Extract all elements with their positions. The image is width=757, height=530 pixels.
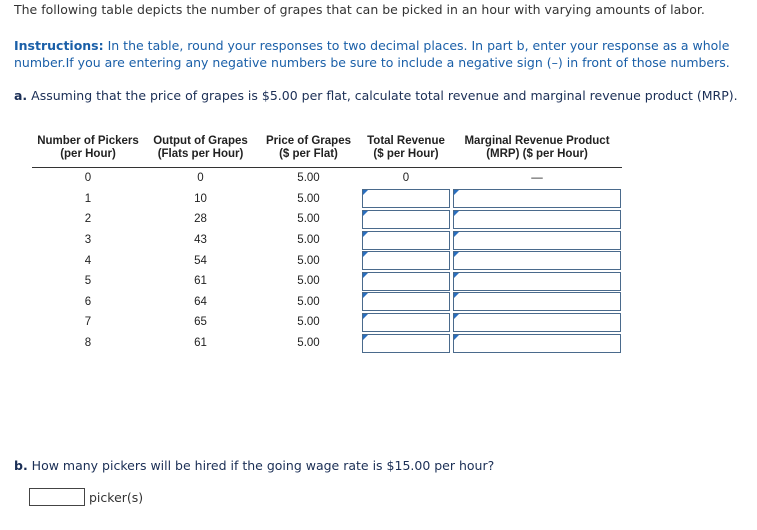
table-row: [32, 312, 622, 333]
part-b-prompt: [14, 458, 494, 473]
price-cell: 5.00: [297, 295, 320, 308]
table-row: [32, 230, 622, 251]
mrp-cell: [452, 312, 622, 333]
column-header: [32, 135, 144, 168]
total-revenue-cell: [360, 189, 452, 210]
pickers-cell: 8: [84, 337, 92, 350]
part-a-text: Assuming that the price of grapes is $5.00 per flat, calculate total revenue and marginal revenue product (MRP).: [27, 88, 738, 103]
total-revenue-input[interactable]: [362, 251, 450, 270]
mrp-cell: [452, 230, 622, 251]
total-revenue-cell: [360, 312, 452, 333]
pickers-cell: 2: [84, 213, 92, 226]
part-b-text: How many pickers will be hired if the going wage rate is $15.00 per hour?: [27, 458, 495, 473]
column-header-line: Total Revenue: [367, 135, 445, 147]
part-b-letter: b.: [14, 458, 28, 473]
column-header-line: (per Hour): [60, 148, 116, 160]
total-revenue-cell: [360, 333, 452, 354]
column-header: [144, 135, 257, 168]
price-cell: 5.00: [297, 254, 320, 267]
output-cell: 0: [197, 172, 204, 185]
table-body: [32, 168, 622, 354]
column-header-line: (MRP) ($ per Hour): [486, 148, 588, 160]
total-revenue-input[interactable]: [362, 313, 450, 332]
price-cell: 5.00: [297, 192, 320, 205]
column-header-line: Marginal Revenue Product: [464, 135, 610, 147]
total-revenue-input[interactable]: [362, 272, 450, 291]
mrp-cell: [452, 292, 622, 313]
total-revenue-cell: [360, 271, 452, 292]
grapes-table: [32, 135, 622, 353]
output-cell: 54: [194, 254, 207, 267]
price-cell: 5.00: [297, 337, 320, 350]
output-cell: 28: [194, 213, 207, 226]
output-cell: 61: [194, 275, 207, 288]
column-header: [257, 135, 360, 168]
output-cell: 61: [194, 337, 207, 350]
total-revenue-cell: [360, 209, 452, 230]
table-row: [32, 189, 622, 210]
column-header-line: (Flats per Hour): [157, 148, 244, 160]
price-cell: 5.00: [297, 234, 320, 247]
pickers-cell: 5: [84, 275, 92, 288]
output-cell: 65: [194, 316, 207, 329]
instructions: [14, 37, 744, 71]
total-revenue-input[interactable]: [362, 189, 450, 208]
total-revenue-input[interactable]: [362, 292, 450, 311]
output-cell: 43: [194, 234, 207, 247]
table-header-row: [32, 135, 622, 168]
mrp-input[interactable]: [453, 231, 621, 250]
part-a-letter: a.: [14, 88, 28, 103]
table-row: [32, 333, 622, 354]
table-row: [32, 209, 622, 230]
total-revenue-input[interactable]: [362, 210, 450, 229]
price-cell: 5.00: [297, 213, 320, 226]
column-header: [452, 135, 622, 168]
total-revenue-cell: [360, 230, 452, 251]
mrp-input[interactable]: [453, 189, 621, 208]
mrp-input[interactable]: [453, 334, 621, 353]
column-header-line: Output of Grapes: [153, 135, 248, 147]
pickers-cell: 6: [84, 295, 92, 308]
total-revenue-input[interactable]: [362, 334, 450, 353]
table-row: [32, 168, 622, 189]
pickers-hired-input[interactable]: [29, 488, 85, 506]
output-cell: 10: [194, 192, 207, 205]
mrp-input[interactable]: [453, 210, 621, 229]
column-header-line: ($ per Flat): [279, 148, 338, 160]
pickers-cell: 3: [84, 234, 92, 247]
total-revenue-cell: 0: [402, 172, 410, 185]
mrp-input[interactable]: [453, 313, 621, 332]
mrp-cell: —: [531, 172, 543, 185]
table-row: [32, 250, 622, 271]
table-row: [32, 271, 622, 292]
table-row: [32, 292, 622, 313]
price-cell: 5.00: [297, 275, 320, 288]
pickers-unit-label: picker(s): [89, 490, 144, 505]
mrp-cell: [452, 189, 622, 210]
pickers-cell: 7: [84, 316, 92, 329]
column-header-line: Number of Pickers: [37, 135, 139, 147]
price-cell: 5.00: [297, 316, 320, 329]
instructions-text: In the table, round your responses to two decimal places. In part b, enter your response as a whole number.If you are entering any negative numbers be sure to include a negative sign (–) in front of those numbers.: [14, 38, 730, 70]
instructions-label: Instructions:: [14, 38, 104, 53]
pickers-cell: 0: [84, 172, 92, 185]
mrp-cell: [452, 271, 622, 292]
pickers-cell: 4: [84, 254, 92, 267]
pickers-cell: 1: [84, 192, 92, 205]
total-revenue-cell: [360, 292, 452, 313]
mrp-input[interactable]: [453, 251, 621, 270]
column-header-line: Price of Grapes: [265, 135, 351, 147]
mrp-cell: [452, 333, 622, 354]
intro-text: The following table depicts the number of grapes that can be picked in an hour with varying amounts of labor.: [14, 2, 705, 17]
mrp-cell: [452, 250, 622, 271]
part-a-prompt: [14, 88, 738, 103]
mrp-cell: [452, 209, 622, 230]
mrp-input[interactable]: [453, 272, 621, 291]
mrp-input[interactable]: [453, 292, 621, 311]
column-header-line: ($ per Hour): [373, 148, 439, 160]
total-revenue-cell: [360, 250, 452, 271]
total-revenue-input[interactable]: [362, 231, 450, 250]
column-header: [360, 135, 452, 168]
price-cell: 5.00: [297, 172, 320, 185]
output-cell: 64: [194, 295, 207, 308]
